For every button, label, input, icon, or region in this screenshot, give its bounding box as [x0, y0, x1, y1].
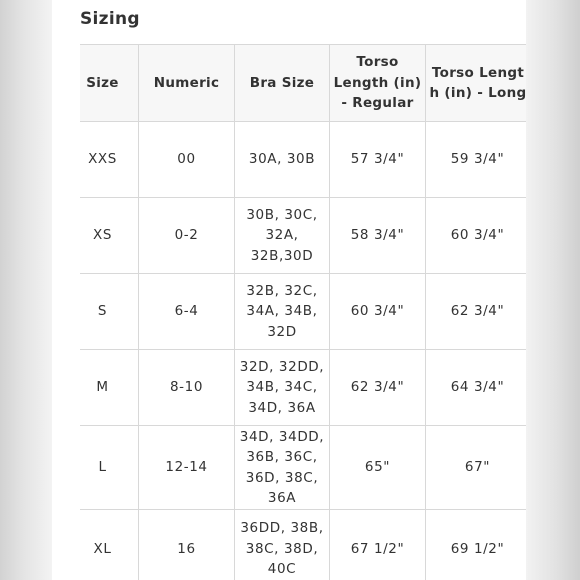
column-header-torso-long-label: Torso Length (in) - Long [429, 64, 526, 101]
cell-bra-size: 34D, 34DD, 36B, 36C, 36D, 38C, 36A [235, 426, 330, 510]
cell-size: XXS [80, 122, 139, 198]
page-title: Sizing [80, 9, 140, 29]
left-backdrop [0, 0, 52, 580]
cell-torso-long: 60 3/4" [426, 198, 527, 274]
column-header-size: Size [80, 45, 139, 122]
cell-numeric: 00 [139, 122, 235, 198]
cell-torso-regular: 57 3/4" [330, 122, 426, 198]
cell-numeric: 12-14 [139, 426, 235, 510]
table-row [80, 350, 526, 426]
column-header-torso-regular: Torso Length (in) - Regular [330, 45, 426, 122]
cell-torso-regular: 58 3/4" [330, 198, 426, 274]
table-header-row [80, 45, 526, 122]
cell-size: L [80, 426, 139, 510]
cell-bra-size: 30A, 30B [235, 122, 330, 198]
cell-bra-size: 36DD, 38B, 38C, 38D, 40C [235, 510, 330, 580]
right-backdrop [526, 0, 580, 580]
cell-bra-size: 32D, 32DD, 34B, 34C, 34D, 36A [235, 350, 330, 426]
size-table [80, 44, 526, 580]
table-row [80, 274, 526, 350]
column-header-torso-long [426, 45, 527, 122]
cell-torso-long: 67" [426, 426, 527, 510]
sizing-panel [52, 0, 526, 580]
cell-numeric: 0-2 [139, 198, 235, 274]
column-header-bra-size: Bra Size [235, 45, 330, 122]
cell-numeric: 16 [139, 510, 235, 580]
table-row [80, 198, 526, 274]
cell-size: M [80, 350, 139, 426]
cell-torso-regular: 62 3/4" [330, 350, 426, 426]
cell-bra-size: 30B, 30C, 32A, 32B,30D [235, 198, 330, 274]
table-row [80, 510, 526, 580]
cell-torso-long: 62 3/4" [426, 274, 527, 350]
cell-torso-long: 69 1/2" [426, 510, 527, 580]
cell-torso-long: 59 3/4" [426, 122, 527, 198]
cell-torso-regular: 65" [330, 426, 426, 510]
cell-torso-long: 64 3/4" [426, 350, 527, 426]
cell-size: XL [80, 510, 139, 580]
cell-numeric: 8-10 [139, 350, 235, 426]
column-header-numeric: Numeric [139, 45, 235, 122]
cell-torso-regular: 67 1/2" [330, 510, 426, 580]
size-table-viewport[interactable] [80, 44, 526, 580]
table-row [80, 426, 526, 510]
cell-bra-size: 32B, 32C, 34A, 34B, 32D [235, 274, 330, 350]
cell-numeric: 6-4 [139, 274, 235, 350]
cell-torso-regular: 60 3/4" [330, 274, 426, 350]
table-row [80, 122, 526, 198]
cell-size: S [80, 274, 139, 350]
cell-size: XS [80, 198, 139, 274]
